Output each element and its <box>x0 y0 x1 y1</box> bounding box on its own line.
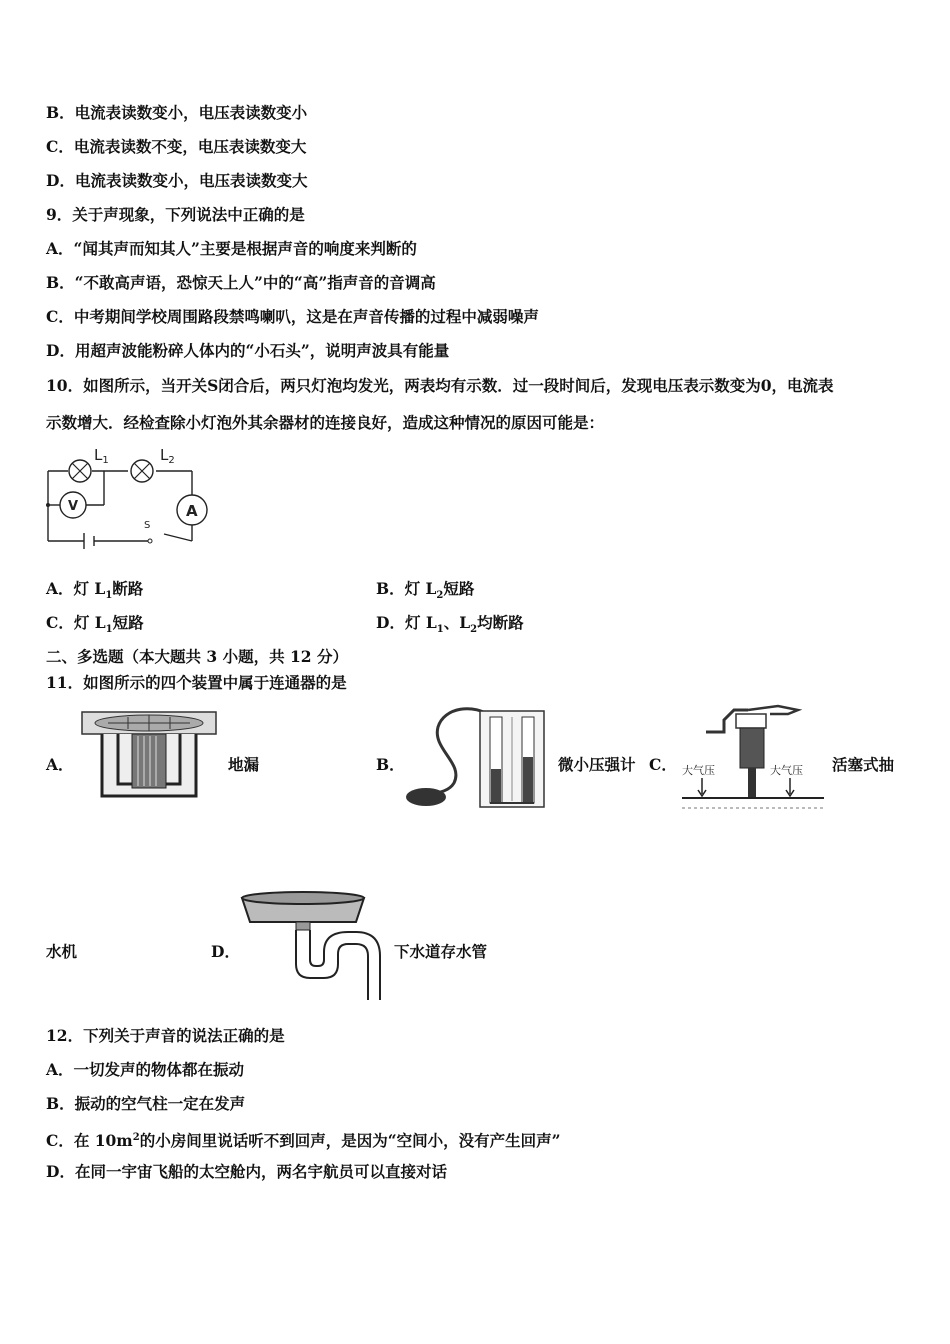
svg-text:L2: $L_2$ <box>160 446 175 466</box>
q12-stem: 12．下列关于声音的说法正确的是 <box>46 1026 285 1045</box>
section-title-multiple-choice: 二、多选题（本大题共 3 小题，共 12 分） <box>46 647 348 666</box>
q10-option-c: C．灯 $L_1$短路 <box>46 613 144 636</box>
svg-text:大气压: 大气压 <box>682 764 715 777</box>
q9-stem: 9．关于声现象，下列说法中正确的是 <box>46 205 305 224</box>
q12-option-a: A．一切发声的物体都在振动 <box>46 1060 245 1079</box>
svg-text:大气压: 大气压 <box>770 764 803 777</box>
q8-option-c: C．电流表读数不变，电压表读数变大 <box>46 137 307 156</box>
q12-option-c: C．在 $10m^2$的小房间里说话听不到回声，是因为“空间小，没有产生回声” <box>46 1131 561 1151</box>
voltmeter-label: V <box>68 499 79 514</box>
q10-option-a: A．灯 $L_1$断路 <box>46 579 144 602</box>
q11-option-b-caption: 微小压强计 <box>558 755 636 774</box>
ammeter-label: A <box>186 502 198 520</box>
q10-option-b: B．灯 $L_2$短路 <box>376 579 475 602</box>
q11-option-d-caption: 下水道存水管 <box>394 942 488 961</box>
q9-option-c: C．中考期间学校周围路段禁鸣喇叭，这是在声音传播的过程中减弱噪声 <box>46 307 539 326</box>
q11-option-d-letter: D． <box>211 942 240 961</box>
piston-pump-image <box>678 702 828 814</box>
q11-option-a-caption: 地漏 <box>228 755 260 774</box>
q11-option-b-letter: B． <box>376 755 405 774</box>
drain-trap-image <box>238 888 388 1002</box>
q8-option-b: B．电流表读数变小，电压表读数变小 <box>46 103 308 122</box>
q10-circuit-diagram <box>40 446 220 558</box>
q9-option-b: B．“不敢高声语，恐惊天上人”中的“高”指声音的音调高 <box>46 273 436 292</box>
q12-option-d: D．在同一宇宙飞船的太空舱内，两名宇航员可以直接对话 <box>46 1162 447 1181</box>
q9-option-d: D．用超声波能粉碎人体内的“小石头”，说明声波具有能量 <box>46 341 450 360</box>
q8-option-d: D．电流表读数变小，电压表读数变大 <box>46 171 308 190</box>
switch-contact-icon <box>148 539 152 543</box>
q9-option-a: A．“闻其声而知其人”主要是根据声音的响度来判断的 <box>46 239 417 258</box>
switch-label: S <box>144 520 151 531</box>
q11-option-c-caption-cont: 水机 <box>46 942 78 961</box>
pressure-gauge-image <box>404 703 550 809</box>
q12-option-b: B．振动的空气柱一定在发声 <box>46 1094 246 1113</box>
q11-option-c-caption: 活塞式抽 <box>832 755 895 774</box>
q10-stem-line2: 示数增大．经检查除小灯泡外其余器材的连接良好，造成这种情况的原因可能是： <box>46 413 605 432</box>
svg-text:L1: $L_1$ <box>94 446 109 466</box>
q11-option-c-letter: C． <box>649 755 677 774</box>
q10-option-d: D．灯 $L_1$、$L_2$均断路 <box>376 613 524 636</box>
q11-stem: 11．如图所示的四个装置中属于连通器的是 <box>46 673 347 692</box>
q10-stem-line1: 10．如图所示，当开关S闭合后，两只灯泡均发光，两表均有示数．过一段时间后，发现电压表示数变为0，电流表 <box>46 376 834 395</box>
floor-drain-image <box>78 706 220 802</box>
q11-option-a-letter: A． <box>46 755 74 774</box>
